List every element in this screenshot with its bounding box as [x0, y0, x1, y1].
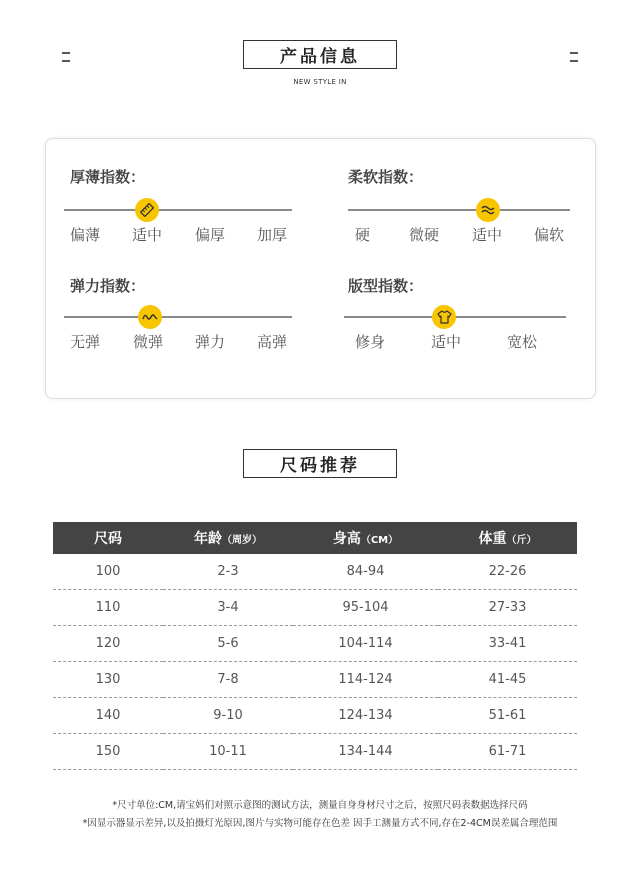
- menu-icon-left: [62, 52, 70, 62]
- table-row: [53, 626, 577, 662]
- product-info-title: 产品信息: [243, 40, 397, 69]
- age-cell: 9-10: [163, 698, 293, 734]
- thickness-option: 加厚: [257, 226, 288, 244]
- age-cell: 10-11: [163, 734, 293, 770]
- softness-option-selected: 适中: [472, 226, 503, 244]
- product-info-subtitle: NEW STYLE IN: [293, 78, 347, 86]
- color-difference-note: *因显示器显示差异,以及拍摄灯光原因,图片与实物可能存在色差 因手工测量方式不同,存在2-4CM误差属合理范围: [82, 818, 558, 829]
- table-row: [53, 698, 577, 734]
- height-cell: 114-124: [293, 662, 438, 698]
- table-row: [53, 554, 577, 590]
- size-cell: 120: [53, 626, 163, 662]
- tshirt-icon: [432, 305, 456, 329]
- weight-cell: 22-26: [438, 554, 577, 590]
- size-cell: 100: [53, 554, 163, 590]
- menu-icon-right: [570, 52, 578, 62]
- elasticity-option: 无弹: [70, 333, 101, 351]
- softness-index-title: 柔软指数：: [348, 168, 424, 186]
- table-row: [53, 734, 577, 770]
- size-section-title: 尺码推荐: [243, 449, 397, 478]
- weight-cell: 41-45: [438, 662, 577, 698]
- height-cell: 84-94: [293, 554, 438, 590]
- height-column-header: 身高（CM）: [293, 522, 438, 554]
- thickness-option-selected: 适中: [132, 226, 163, 244]
- weight-cell: 33-41: [438, 626, 577, 662]
- size-cell: 140: [53, 698, 163, 734]
- softness-wave-icon: [476, 198, 500, 222]
- age-cell: 3-4: [163, 590, 293, 626]
- weight-cell: 61-71: [438, 734, 577, 770]
- height-cell: 104-114: [293, 626, 438, 662]
- size-table: [53, 522, 577, 770]
- size-cell: 110: [53, 590, 163, 626]
- size-column-header: 尺码: [53, 522, 163, 554]
- measurement-note: *尺寸单位:CM,请宝妈们对照示意图的测试方法，测量自身身材尺寸之后，按照尺码表数据选择尺码: [112, 800, 528, 811]
- fit-option: 修身: [355, 333, 386, 351]
- weight-cell: 51-61: [438, 698, 577, 734]
- elasticity-option-selected: 微弹: [133, 333, 164, 351]
- age-column-header: 年龄（周岁）: [163, 522, 293, 554]
- height-cell: 95-104: [293, 590, 438, 626]
- softness-option: 微硬: [409, 226, 440, 244]
- elasticity-option: 高弹: [257, 333, 288, 351]
- softness-option: 偏软: [534, 226, 565, 244]
- height-cell: 134-144: [293, 734, 438, 770]
- age-cell: 2-3: [163, 554, 293, 590]
- softness-option: 硬: [355, 226, 371, 244]
- weight-cell: 27-33: [438, 590, 577, 626]
- elasticity-index-title: 弹力指数：: [70, 277, 146, 295]
- fabric-thickness-icon: [135, 198, 159, 222]
- height-cell: 124-134: [293, 698, 438, 734]
- softness-index-track: [348, 209, 570, 211]
- elasticity-option: 弹力: [195, 333, 226, 351]
- fabric-index-panel: [45, 138, 596, 399]
- fit-index-title: 版型指数：: [348, 277, 424, 295]
- fit-option: 宽松: [507, 333, 538, 351]
- fit-option-selected: 适中: [431, 333, 462, 351]
- elasticity-index-track: [64, 316, 292, 318]
- elastic-spring-icon: [138, 305, 162, 329]
- table-row: [53, 590, 577, 626]
- thickness-index-title: 厚薄指数：: [70, 168, 146, 186]
- size-table-header: [53, 522, 577, 554]
- weight-column-header: 体重（斤）: [438, 522, 577, 554]
- thickness-index-track: [64, 209, 292, 211]
- age-cell: 7-8: [163, 662, 293, 698]
- age-cell: 5-6: [163, 626, 293, 662]
- table-row: [53, 662, 577, 698]
- size-cell: 150: [53, 734, 163, 770]
- thickness-option: 偏薄: [70, 226, 101, 244]
- size-cell: 130: [53, 662, 163, 698]
- thickness-option: 偏厚: [195, 226, 226, 244]
